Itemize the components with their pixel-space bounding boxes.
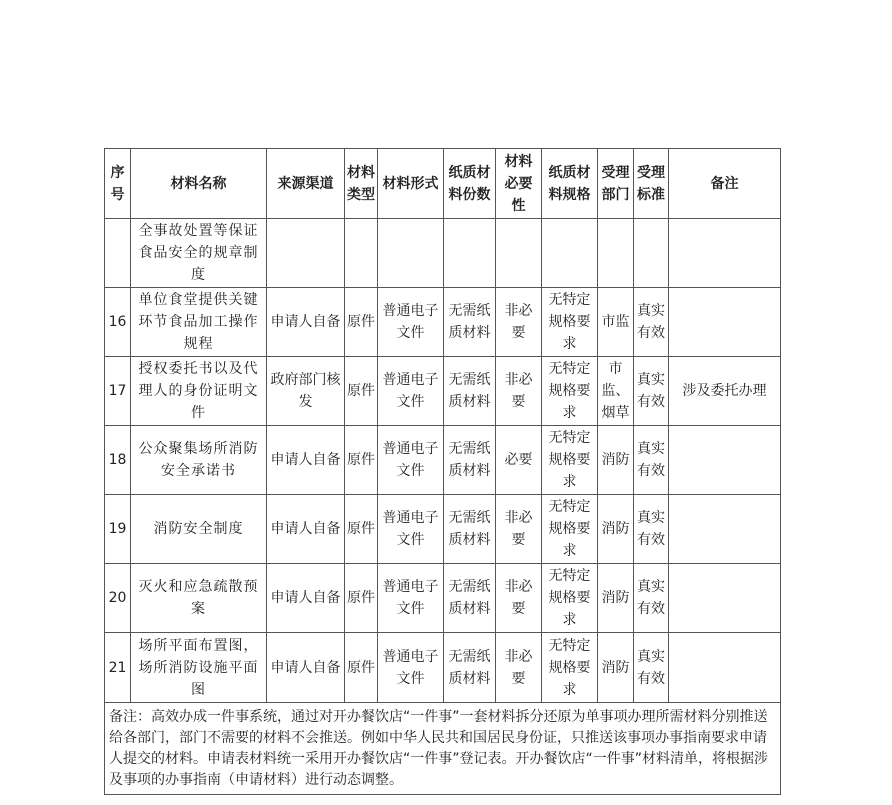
paper-copies: 无需纸质材料 — [444, 426, 496, 495]
paper-spec — [542, 219, 598, 288]
material-name: 消防安全制度 — [131, 495, 267, 564]
header-cell: 受理部门 — [598, 149, 634, 219]
source-channel: 申请人自备 — [267, 564, 345, 633]
necessity — [496, 219, 542, 288]
necessity: 必要 — [496, 426, 542, 495]
paper-spec: 无特定规格要求 — [542, 357, 598, 426]
header-cell: 纸质材料规格 — [542, 149, 598, 219]
table-row — [105, 219, 781, 288]
header-cell: 序号 — [105, 149, 131, 219]
necessity: 非必要 — [496, 288, 542, 357]
remark-cell — [669, 564, 781, 633]
accepting-dept: 市监 — [598, 288, 634, 357]
paper-copies: 无需纸质材料 — [444, 288, 496, 357]
row-number: 18 — [105, 426, 131, 495]
material-name: 公众聚集场所消防安全承诺书 — [131, 426, 267, 495]
paper-copies: 无需纸质材料 — [444, 357, 496, 426]
accepting-dept: 消防 — [598, 426, 634, 495]
accepting-dept: 消防 — [598, 633, 634, 703]
material-type: 原件 — [345, 426, 378, 495]
paper-spec: 无特定规格要求 — [542, 495, 598, 564]
paper-spec: 无特定规格要求 — [542, 426, 598, 495]
material-form: 普通电子文件 — [378, 495, 444, 564]
remark-cell — [669, 495, 781, 564]
table-row — [105, 495, 781, 564]
row-number: 20 — [105, 564, 131, 633]
acceptance-standard — [634, 219, 669, 288]
source-channel: 政府部门核发 — [267, 357, 345, 426]
table-row — [105, 564, 781, 633]
header-cell: 受理标准 — [634, 149, 669, 219]
accepting-dept: 市监、烟草 — [598, 357, 634, 426]
source-channel: 申请人自备 — [267, 495, 345, 564]
acceptance-standard: 真实有效 — [634, 357, 669, 426]
header-cell: 材料必要性 — [496, 149, 542, 219]
acceptance-standard: 真实有效 — [634, 633, 669, 703]
source-channel: 申请人自备 — [267, 426, 345, 495]
material-type: 原件 — [345, 633, 378, 703]
header-cell: 材料类型 — [345, 149, 378, 219]
table-row — [105, 357, 781, 426]
remark-cell: 涉及委托办理 — [669, 357, 781, 426]
accepting-dept — [598, 219, 634, 288]
accepting-dept: 消防 — [598, 495, 634, 564]
paper-copies: 无需纸质材料 — [444, 495, 496, 564]
paper-copies: 无需纸质材料 — [444, 564, 496, 633]
acceptance-standard: 真实有效 — [634, 426, 669, 495]
materials-table — [104, 148, 781, 795]
row-number: 21 — [105, 633, 131, 703]
paper-spec: 无特定规格要求 — [542, 633, 598, 703]
material-type: 原件 — [345, 495, 378, 564]
header-cell: 材料名称 — [131, 149, 267, 219]
material-type — [345, 219, 378, 288]
row-number: 17 — [105, 357, 131, 426]
material-form: 普通电子文件 — [378, 633, 444, 703]
material-type: 原件 — [345, 564, 378, 633]
source-channel: 申请人自备 — [267, 633, 345, 703]
material-form: 普通电子文件 — [378, 426, 444, 495]
necessity: 非必要 — [496, 633, 542, 703]
material-name: 灭火和应急疏散预案 — [131, 564, 267, 633]
header-cell: 纸质材料份数 — [444, 149, 496, 219]
header-cell: 材料形式 — [378, 149, 444, 219]
remark-cell — [669, 288, 781, 357]
header-cell: 来源渠道 — [267, 149, 345, 219]
row-number — [105, 219, 131, 288]
material-form: 普通电子文件 — [378, 564, 444, 633]
material-form — [378, 219, 444, 288]
material-form: 普通电子文件 — [378, 357, 444, 426]
material-name: 单位食堂提供关键环节食品加工操作规程 — [131, 288, 267, 357]
row-number: 19 — [105, 495, 131, 564]
material-name: 场所平面布置图，场所消防设施平面图 — [131, 633, 267, 703]
row-number: 16 — [105, 288, 131, 357]
header-row — [105, 149, 781, 219]
material-type: 原件 — [345, 288, 378, 357]
material-name: 全事故处置等保证食品安全的规章制度 — [131, 219, 267, 288]
acceptance-standard: 真实有效 — [634, 288, 669, 357]
material-type: 原件 — [345, 357, 378, 426]
accepting-dept: 消防 — [598, 564, 634, 633]
material-form: 普通电子文件 — [378, 288, 444, 357]
source-channel — [267, 219, 345, 288]
table-note: 备注：高效办成一件事系统，通过对开办餐饮店“一件事”一套材料拆分还原为单事项办理所需材料分别推送给各部门，部门不需要的材料不会推送。例如中华人民共和国居民身份证，只推送该事项办事指南要求申请人提交的材料。申请表材料统一采用开办餐饮店“一件事”登记表。开办餐饮店“一件事”材料清单，将根据涉及事项的办事指南（申请材料）进行动态调整。 — [105, 703, 781, 795]
acceptance-standard: 真实有效 — [634, 495, 669, 564]
paper-copies: 无需纸质材料 — [444, 633, 496, 703]
necessity: 非必要 — [496, 357, 542, 426]
paper-spec: 无特定规格要求 — [542, 288, 598, 357]
remark-cell — [669, 633, 781, 703]
material-name: 授权委托书以及代理人的身份证明文件 — [131, 357, 267, 426]
paper-copies — [444, 219, 496, 288]
table-row — [105, 633, 781, 703]
table-row — [105, 426, 781, 495]
acceptance-standard: 真实有效 — [634, 564, 669, 633]
necessity: 非必要 — [496, 564, 542, 633]
note-row — [105, 703, 781, 795]
remark-cell — [669, 219, 781, 288]
source-channel: 申请人自备 — [267, 288, 345, 357]
table-row — [105, 288, 781, 357]
paper-spec: 无特定规格要求 — [542, 564, 598, 633]
header-cell: 备注 — [669, 149, 781, 219]
remark-cell — [669, 426, 781, 495]
necessity: 非必要 — [496, 495, 542, 564]
